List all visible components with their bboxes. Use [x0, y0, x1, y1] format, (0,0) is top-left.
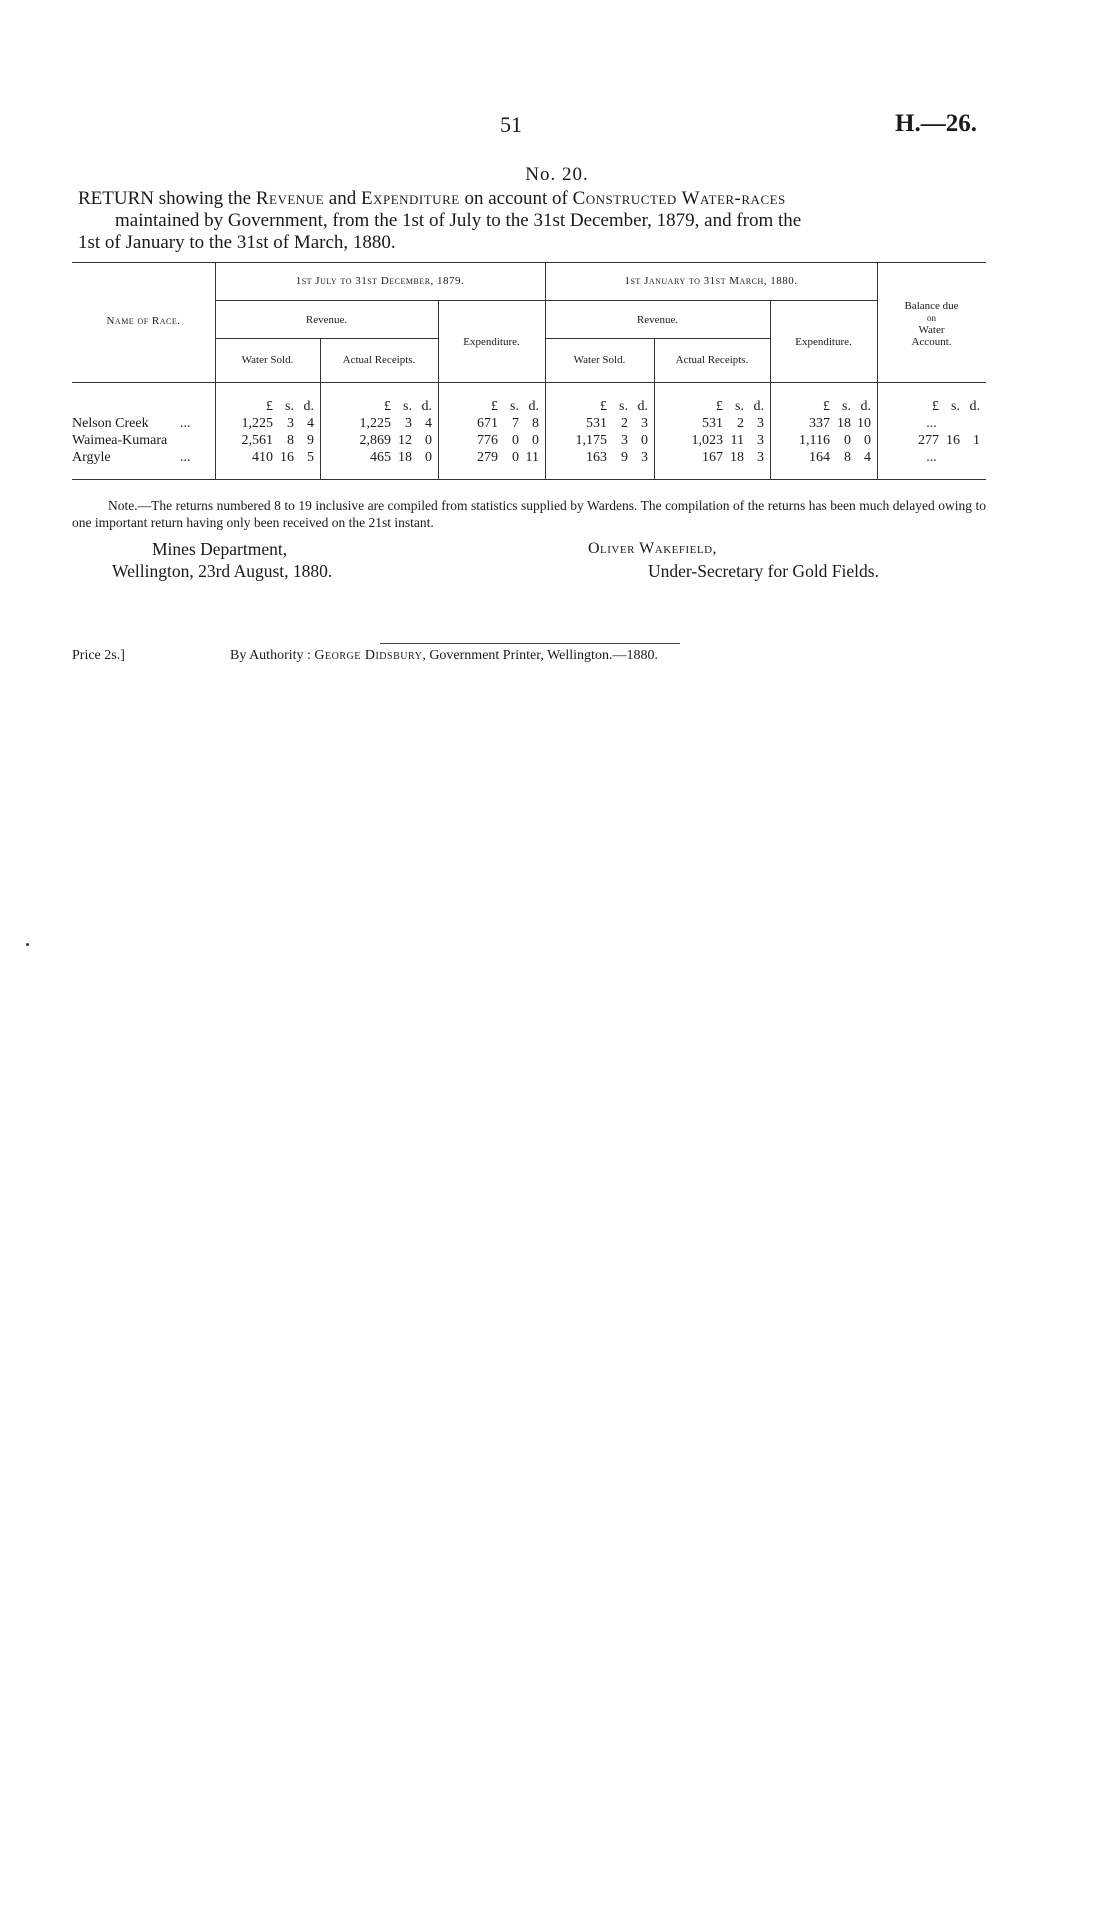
- ex1-pounds: 279: [477, 450, 498, 465]
- bal-blank: ...: [926, 450, 937, 465]
- ar2-shillings: 2: [737, 416, 744, 431]
- ex2-pounds: 337: [809, 416, 830, 431]
- ws2-pence: 3: [641, 416, 648, 431]
- ws2-pounds: 1,175: [575, 433, 607, 448]
- unit-shilling: s.: [285, 399, 294, 414]
- ws1-shillings: 16: [280, 450, 294, 465]
- header-balance-l1: Balance due: [904, 300, 959, 312]
- ar2-pounds: 1,023: [691, 433, 723, 448]
- header-actual-receipts-2: Actual Receipts.: [675, 354, 749, 366]
- ws1-pounds: 2,561: [241, 433, 273, 448]
- header-water-sold-1: Water Sold.: [241, 354, 294, 366]
- ar1-pounds: 465: [370, 450, 391, 465]
- department-date: Wellington, 23rd August, 1880.: [112, 561, 333, 581]
- ex2-pounds: 1,116: [799, 433, 830, 448]
- title-text-1: RETURN showing the: [78, 188, 256, 209]
- header-balance: [877, 300, 986, 348]
- ar1-pence: 0: [425, 433, 432, 448]
- vrule-period-2: [545, 262, 546, 479]
- ar2-pence: 3: [757, 416, 764, 431]
- unit-shilling: s.: [403, 399, 412, 414]
- header-balance-l3: Water: [918, 324, 945, 336]
- title-revenue: Revenue: [255, 188, 325, 209]
- ex2-shillings: 0: [844, 433, 851, 448]
- title-expenditure: Expenditure: [360, 188, 460, 209]
- ar1-pence: 0: [425, 450, 432, 465]
- unit-shilling: s.: [951, 399, 960, 414]
- ex1-pounds: 776: [477, 433, 498, 448]
- ws1-pence: 4: [307, 416, 314, 431]
- note: [72, 497, 986, 531]
- returns-table: [72, 262, 986, 480]
- ex2-pounds: 164: [809, 450, 830, 465]
- table-top-rule: [72, 262, 986, 263]
- ex1-pence: 0: [532, 433, 539, 448]
- ws2-shillings: 9: [621, 450, 628, 465]
- title-text-2: and: [324, 188, 361, 209]
- header-name-of-race: Name of Race.: [106, 315, 181, 327]
- ex1-pence: 8: [532, 416, 539, 431]
- header-period-2: 1st January to 31st March, 1880.: [624, 275, 798, 287]
- imprint-printer: George Didsbury: [314, 648, 423, 663]
- unit-shilling: s.: [842, 399, 851, 414]
- race-name: Argyle: [72, 450, 111, 465]
- unit-pence: d.: [753, 399, 764, 414]
- revenue-rule-2: [545, 338, 770, 339]
- race-leader: ...: [180, 450, 191, 465]
- revenue-rule-1: [215, 338, 438, 339]
- bal-blank: ...: [926, 416, 937, 431]
- period-rule: [215, 300, 877, 301]
- header-actual-receipts-1: Actual Receipts.: [342, 354, 416, 366]
- unit-pound: £: [491, 399, 498, 414]
- vrule-name: [215, 262, 216, 479]
- vrule-exp-1: [438, 300, 439, 479]
- return-title: [78, 188, 988, 254]
- unit-shilling: s.: [735, 399, 744, 414]
- unit-shilling: s.: [619, 399, 628, 414]
- unit-shilling: s.: [510, 399, 519, 414]
- title-line-2: maintained by Government, from the 1st of July to the 31st December, 1879, and from the: [115, 210, 802, 231]
- note-text: Note.—The returns numbered 8 to 19 inclusive are compiled from statistics supplied by Wardens. The compilation of the returns has been much delayed owing to one important return having only been received on the 21st instant.: [72, 498, 986, 530]
- ws1-shillings: 8: [287, 433, 294, 448]
- unit-pence: d.: [528, 399, 539, 414]
- ex1-shillings: 0: [512, 433, 519, 448]
- ar1-shillings: 12: [398, 433, 412, 448]
- imprint-authority: By Authority :: [230, 648, 311, 663]
- ar1-pence: 4: [425, 416, 432, 431]
- unit-pound: £: [266, 399, 273, 414]
- vrule-balance: [877, 262, 878, 479]
- ws2-pence: 3: [641, 450, 648, 465]
- ar1-shillings: 3: [405, 416, 412, 431]
- bal-shillings: 16: [946, 433, 960, 448]
- ar2-shillings: 18: [730, 450, 744, 465]
- unit-pence: d.: [969, 399, 980, 414]
- bal-pounds: 277: [918, 433, 939, 448]
- header-expenditure-1: Expenditure.: [463, 336, 520, 348]
- page-code: H.—26.: [895, 110, 977, 137]
- ws1-pence: 9: [307, 433, 314, 448]
- race-leader: ...: [180, 416, 191, 431]
- ex2-shillings: 8: [844, 450, 851, 465]
- page-number: 51: [500, 112, 522, 137]
- unit-pound: £: [384, 399, 391, 414]
- header-expenditure-2: Expenditure.: [795, 336, 852, 348]
- unit-pound: £: [716, 399, 723, 414]
- ws1-pounds: 410: [252, 450, 273, 465]
- title-constructed: Constructed Water-races: [572, 188, 786, 209]
- ws2-pounds: 531: [586, 416, 607, 431]
- unit-pence: d.: [637, 399, 648, 414]
- ex2-shillings: 18: [837, 416, 851, 431]
- ar2-pounds: 167: [702, 450, 723, 465]
- ar1-pounds: 1,225: [359, 416, 391, 431]
- ws2-pounds: 163: [586, 450, 607, 465]
- signatory-title: Under-Secretary for Gold Fields.: [648, 561, 879, 581]
- bal-pence: 1: [973, 433, 980, 448]
- ws1-pounds: 1,225: [241, 416, 273, 431]
- header-balance-l4: Account.: [911, 336, 952, 348]
- ex1-shillings: 7: [512, 416, 519, 431]
- header-bottom-rule: [72, 382, 986, 383]
- ar1-shillings: 18: [398, 450, 412, 465]
- ar2-pence: 3: [757, 433, 764, 448]
- ar2-shillings: 11: [730, 433, 744, 448]
- ar2-pounds: 531: [702, 416, 723, 431]
- ws1-shillings: 3: [287, 416, 294, 431]
- ex1-shillings: 0: [512, 450, 519, 465]
- imprint: [230, 648, 658, 664]
- unit-pound: £: [600, 399, 607, 414]
- unit-pence: d.: [421, 399, 432, 414]
- ar2-pence: 3: [757, 450, 764, 465]
- department-line: Mines Department,: [152, 539, 288, 559]
- header-revenue-1: Revenue.: [305, 314, 348, 326]
- price-label: Price 2s.]: [72, 648, 125, 663]
- header-water-sold-2: Water Sold.: [573, 354, 626, 366]
- race-name: Nelson Creek: [72, 416, 149, 431]
- header-balance-l2: on: [927, 313, 936, 323]
- ex2-pence: 4: [864, 450, 871, 465]
- ex1-pounds: 671: [477, 416, 498, 431]
- vrule-exp-2: [770, 300, 771, 479]
- title-line-3: 1st of January to the 31st of March, 1880.: [78, 232, 396, 253]
- unit-pence: d.: [303, 399, 314, 414]
- header-revenue-2: Revenue.: [636, 314, 679, 326]
- unit-pence: d.: [860, 399, 871, 414]
- race-name: Waimea-Kumara: [72, 433, 168, 448]
- table-bottom-rule: [72, 479, 986, 480]
- footer-rule: [380, 643, 680, 644]
- ws1-pence: 5: [307, 450, 314, 465]
- stray-mark: [26, 943, 29, 946]
- ex2-pence: 0: [864, 433, 871, 448]
- ex1-pence: 11: [525, 450, 539, 465]
- unit-pound: £: [823, 399, 830, 414]
- ar1-pounds: 2,869: [359, 433, 391, 448]
- return-number: No. 20.: [525, 164, 589, 185]
- signatory-name: Oliver Wakefield,: [588, 540, 718, 557]
- ws2-shillings: 3: [621, 433, 628, 448]
- ex2-pence: 10: [857, 416, 871, 431]
- ws2-shillings: 2: [621, 416, 628, 431]
- ws2-pence: 0: [641, 433, 648, 448]
- title-text-3: on account of: [459, 188, 573, 209]
- header-period-1: 1st July to 31st December, 1879.: [295, 275, 465, 287]
- imprint-rest: , Government Printer, Wellington.—1880.: [422, 648, 658, 663]
- unit-pound: £: [932, 399, 939, 414]
